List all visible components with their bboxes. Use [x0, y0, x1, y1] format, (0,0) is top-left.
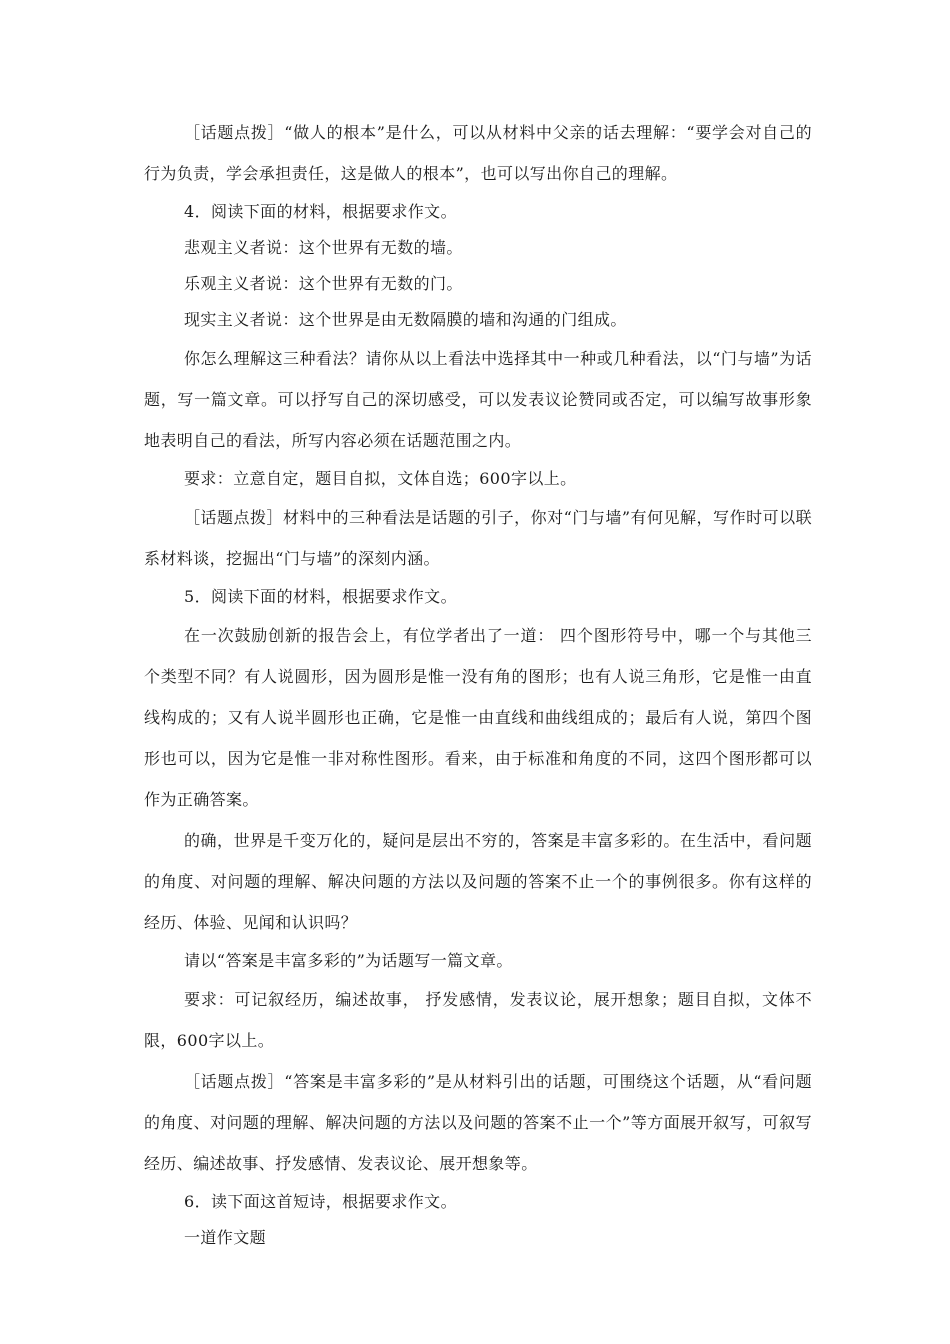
document-body — [144, 112, 812, 1256]
question-4-heading: 4．阅读下面的材料，根据要求作文。 — [184, 202, 457, 221]
question-5-instruction: 请以“答案是丰富多彩的”为话题写一篇文章。 — [184, 951, 513, 970]
question-5-material: 在一次鼓励创新的报告会上，有位学者出了一道： 四个图形符号中，哪一个与其他三个类型不同？有人说圆形，因为圆形是惟一没有角的图形；也有人说三角形，它是惟一由直线构成的；又有人说半圆形也正确，它是惟一由直线和曲线组成的；最后有人说，第四个图形也可以，因为它是惟一非对称性图形。看来，由于标准和角度的不同，这四个图形都可以作为正确答案。 — [144, 626, 812, 809]
question-5-discussion: 的确，世界是千变万化的，疑问是层出不穷的，答案是丰富多彩的。在生活中，看问题的角度、对问题的理解、解决问题的方法以及问题的答案不止一个的事例很多。你有这样的经历、体验、见闻和认识吗？ — [144, 831, 812, 932]
question-5-heading: 5．阅读下面的材料，根据要求作文。 — [184, 587, 457, 606]
question-4-requirements: 要求：立意自定，题目自拟，文体自选；600字以上。 — [184, 469, 577, 488]
material-line-realist: 现实主义者说：这个世界是由无数隔膜的墙和沟通的门组成。 — [184, 310, 627, 329]
question-5-topic-hint: ［话题点拨］“答案是丰富多彩的”是从材料引出的话题，可围绕这个话题，从“看问题的角度、对问题的理解、解决问题的方法以及问题的答案不止一个”等方面展开叙写，可叙写经历、编述故事、抒发感情、发表议论、展开想象等。 — [144, 1072, 812, 1173]
topic-hint-paragraph: ［话题点拨］“做人的根本”是什么，可以从材料中父亲的话去理解：“要学会对自己的行为负责，学会承担责任，这是做人的根本”，也可以写出你自己的理解。 — [144, 123, 812, 183]
material-line-optimist: 乐观主义者说：这个世界有无数的门。 — [184, 274, 463, 293]
question-4-prompt: 你怎么理解这三种看法？请你从以上看法中选择其中一种或几种看法，以“门与墙”为话题，写一篇文章。可以抒写自己的深切感受，可以发表议论赞同或否定，可以编写故事形象地表明自己的看法，所写内容必须在话题范围之内。 — [144, 349, 812, 450]
material-line-pessimist: 悲观主义者说：这个世界有无数的墙。 — [184, 238, 463, 257]
question-4-topic-hint: ［话题点拨］材料中的三种看法是话题的引子，你对“门与墙”有何见解，写作时可以联系材料谈，挖掘出“门与墙”的深刻内涵。 — [144, 508, 812, 568]
question-5-requirements: 要求：可记叙经历，编述故事， 抒发感情，发表议论，展开想象；题目自拟，文体不限，600字以上。 — [144, 990, 812, 1050]
poem-title: 一道作文题 — [184, 1228, 267, 1247]
question-6-heading: 6．读下面这首短诗，根据要求作文。 — [184, 1192, 457, 1211]
